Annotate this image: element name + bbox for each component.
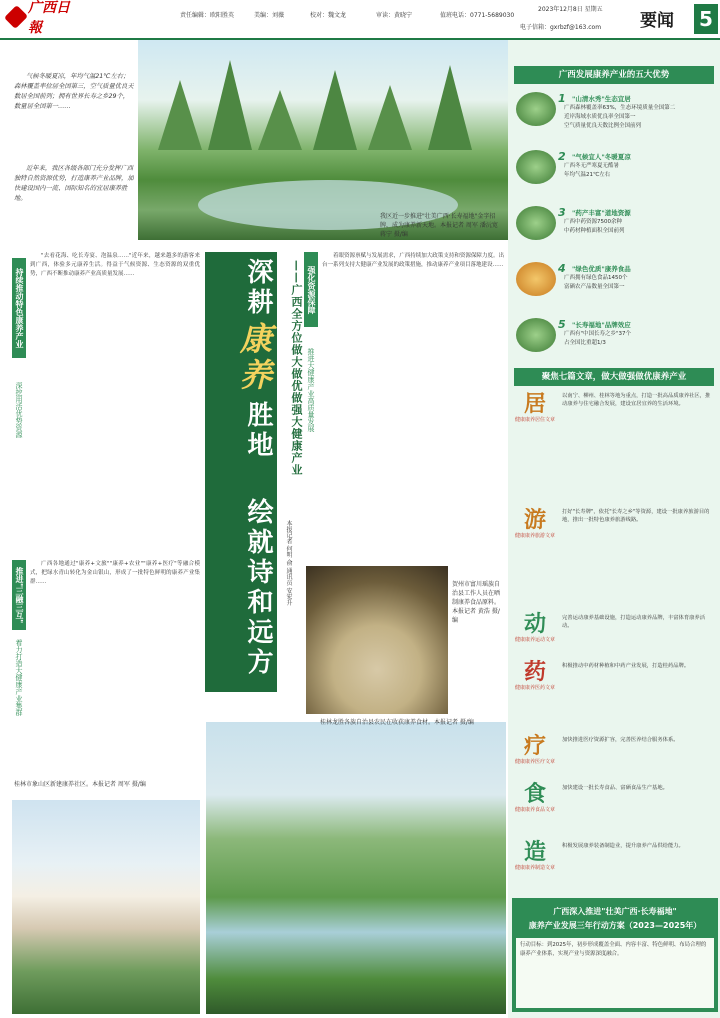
title-word-3: 胜地 bbox=[243, 401, 273, 461]
section-b-subtag: 着力打造大健康产业集群 bbox=[15, 638, 23, 716]
section-a-subtag: 深挖用活优势资源 bbox=[15, 382, 23, 438]
longevity-icon bbox=[516, 318, 556, 352]
editor: 责任编辑：欧阳胜英 bbox=[180, 12, 235, 19]
advantage-1-title: "山清水秀"生态宜居 bbox=[572, 95, 631, 103]
middle-body: 着眼资源禀赋与发展需求，广西持续加大政策支持和资源保障力度。出台一系列支持大健康产业发展的政策措施，推动康养产业项目落地建设…… bbox=[322, 253, 504, 268]
title-line-2: 绘就诗和远方 bbox=[243, 498, 273, 678]
plan-title-2: 康养产业发展三年行动方案（2023—2025年） bbox=[528, 921, 702, 930]
chapter-1-badge: 居 健康康养居住文章 bbox=[515, 391, 556, 423]
chapter-6-badge: 食 健康康养食品文章 bbox=[515, 781, 556, 813]
fruit-icon bbox=[516, 262, 556, 296]
left-body-1: "去看花海、吃长寿宴、泡温泉……"近年来，越来越多的游客来到广西，体验多元康养生活。得益于气候资源、生态资源的双重优势，广西不断推动康养产业高质量发展…… bbox=[30, 253, 200, 277]
advantage-2-line-1: 广西冬无严寒夏无酷暑 bbox=[564, 163, 620, 169]
advantage-1-line-1: 广西森林覆盖率63%，生态环境质量全国第二 bbox=[564, 105, 676, 111]
logo-mark-icon bbox=[4, 5, 28, 29]
section-c-subtag: 推进大健康产业高质量发展 bbox=[307, 348, 315, 432]
date: 2023年12月8日 星期五 bbox=[538, 6, 603, 13]
advantage-5-number: 5 bbox=[558, 318, 566, 331]
chapter-5-text: 加快推进医疗资源扩容，完善医养结合服务体系。 bbox=[562, 737, 679, 743]
advantages-heading: 广西发展康养产业的五大优势 bbox=[514, 66, 714, 84]
advantage-4-line-2: 富硒农产品数量全国第一 bbox=[564, 284, 625, 290]
advantage-3-title: "药产丰富"道地资源 bbox=[572, 209, 631, 217]
advantage-1-number: 1 bbox=[558, 92, 566, 105]
drying-food-photo bbox=[306, 566, 448, 714]
email: 电子信箱：gxrbzf@163.com bbox=[520, 24, 602, 31]
left-body-2: 广西各地通过"康养+文旅""康养+农业""康养+医疗"等融合模式，把绿水青山转化为金山银山，形成了一批特色鲜明的康养产业集群…… bbox=[30, 561, 200, 585]
chapter-3-badge: 动 健康康养运动文章 bbox=[515, 611, 556, 643]
chapter-7-badge: 造 健康康养制造文章 bbox=[515, 839, 556, 871]
advantage-2-title: "气候宜人"冬暖夏凉 bbox=[572, 153, 631, 161]
intro-paragraph-2: 近年来，我区各级各部门充分发挥广西独特自然资源优势，打造康养产业品牌，加快建设国内一流、国际知名的宜居康养胜地。 bbox=[14, 165, 134, 202]
page-number: 5 bbox=[694, 4, 718, 34]
chapter-3-text: 完善运动康养基础设施，打造运动康养品牌，丰富体育康养活动。 bbox=[562, 615, 706, 629]
herb-icon bbox=[516, 206, 556, 240]
chapters-heading: 聚焦七篇文章，做大做强做优康养产业 bbox=[514, 368, 714, 386]
advantage-2-number: 2 bbox=[558, 150, 566, 163]
advantage-2-line-2: 年均气温21℃左右 bbox=[564, 172, 611, 178]
title-word-1: 深耕 bbox=[243, 258, 273, 318]
bottom-caption: 桂林龙胜各族自治县农民在收获康养食材。本报记者 摄/编 bbox=[320, 719, 474, 726]
section-c-tag: 强化资源保障 bbox=[304, 252, 318, 327]
advantage-4-line-1: 广西拥有绿色食品1450个 bbox=[564, 275, 628, 281]
section-a-tag: 持续推动特色康养产业 bbox=[12, 258, 26, 358]
advantage-1-line-3: 空气质量优良天数比例全国前列 bbox=[564, 123, 642, 129]
chapter-4-text: 积极推动中药材种植和中药产业发展，打造桂药品牌。 bbox=[562, 663, 690, 669]
plan-title-1: 广西深入推进"壮美广西·长寿福地" bbox=[553, 907, 677, 916]
intro-paragraph-1: 气候冬暖夏凉，年均气温21℃左右；森林覆盖率位居全国第三，空气质量优良天数居全国前列；拥有世界长寿之乡29个，数量居全国第一…… bbox=[14, 73, 134, 110]
plan-body: 行动目标：到2025年，初步形成覆盖全面、内容丰富、特色鲜明、布局合理的康养产业体系，实现产业与资源深度融合。 bbox=[516, 938, 714, 1008]
landscape-caption: 我区近一步推进"壮美广西·长寿福地"金字招牌，成为康养新天地。本报记者 周军 潘沅宽 蒋宁 摄/编 bbox=[380, 213, 498, 238]
title-word-2: 康养 bbox=[235, 322, 273, 394]
chapter-2-text: 打好"长寿牌"，依托"长寿之乡"等资源，建设一批康养旅游目的地，推出一批特色康养旅游线路。 bbox=[562, 509, 710, 523]
advantage-4-title: "绿色优质"康养食品 bbox=[572, 265, 631, 273]
byline: 本报记者 何明 俞 通讯员 安宏升 bbox=[285, 520, 292, 606]
advantage-5-line-2: 占全国比重超1/3 bbox=[564, 340, 606, 346]
river-landscape-photo bbox=[206, 722, 506, 1014]
page-header bbox=[0, 0, 720, 40]
advantage-3-number: 3 bbox=[558, 206, 566, 219]
chapter-6-text: 加快建设一批长寿食品、富硒食品生产基地。 bbox=[562, 785, 668, 791]
middle-caption: 贺州市富川瑶族自治县工作人员在晒制康养食品原料。本报记者 黄浩 摄/编 bbox=[452, 581, 501, 624]
section-b-tag: 推进"三融三互" bbox=[12, 560, 26, 630]
chapter-5-badge: 疗 健康康养医疗文章 bbox=[515, 733, 556, 765]
section-title: 要闻 bbox=[640, 11, 674, 31]
proofreader: 校对：魏文龙 bbox=[310, 12, 347, 19]
sun-icon bbox=[516, 150, 556, 184]
phone: 值班电话：0771-5689030 bbox=[440, 12, 515, 19]
supervisor: 审读：黄晓宁 bbox=[376, 12, 413, 19]
chapter-2-badge: 游 健康康养旅游文章 bbox=[515, 507, 556, 539]
karst-landscape-photo bbox=[138, 40, 508, 240]
subtitle: ——广西全方位做大做优做强大健康产业 bbox=[290, 260, 303, 476]
advantage-1-line-2: 近岸海域水质优良率全国第一 bbox=[564, 114, 636, 120]
green-field-icon bbox=[516, 92, 556, 126]
advantage-4-number: 4 bbox=[558, 262, 566, 275]
designer: 美编：刘薇 bbox=[254, 12, 285, 19]
left-caption: 桂林市象山区新建康养社区。本报记者 周军 摄/编 bbox=[14, 781, 146, 788]
housing-photo bbox=[12, 800, 200, 1014]
advantage-3-line-2: 中药材种植面积全国前列 bbox=[564, 228, 625, 234]
chapter-7-text: 积极发展康养装备制造业，提升康养产品供给能力。 bbox=[562, 843, 684, 849]
advantage-5-line-1: 广西有"中国长寿之乡"37个 bbox=[564, 331, 632, 337]
advantage-3-line-1: 广西中药资源7500余种 bbox=[564, 219, 622, 225]
chapter-1-text: 以南宁、柳州、桂林等地为重点，打造一批高品质康养社区，推动康养与住宅融合发展，建设宜居宜养的生活环境。 bbox=[562, 393, 711, 407]
chapter-4-badge: 药 健康康养医药文章 bbox=[515, 659, 556, 691]
newspaper-logo: 广西日報 bbox=[8, 6, 78, 28]
advantage-5-title: "长寿福地"品牌效应 bbox=[572, 321, 631, 329]
